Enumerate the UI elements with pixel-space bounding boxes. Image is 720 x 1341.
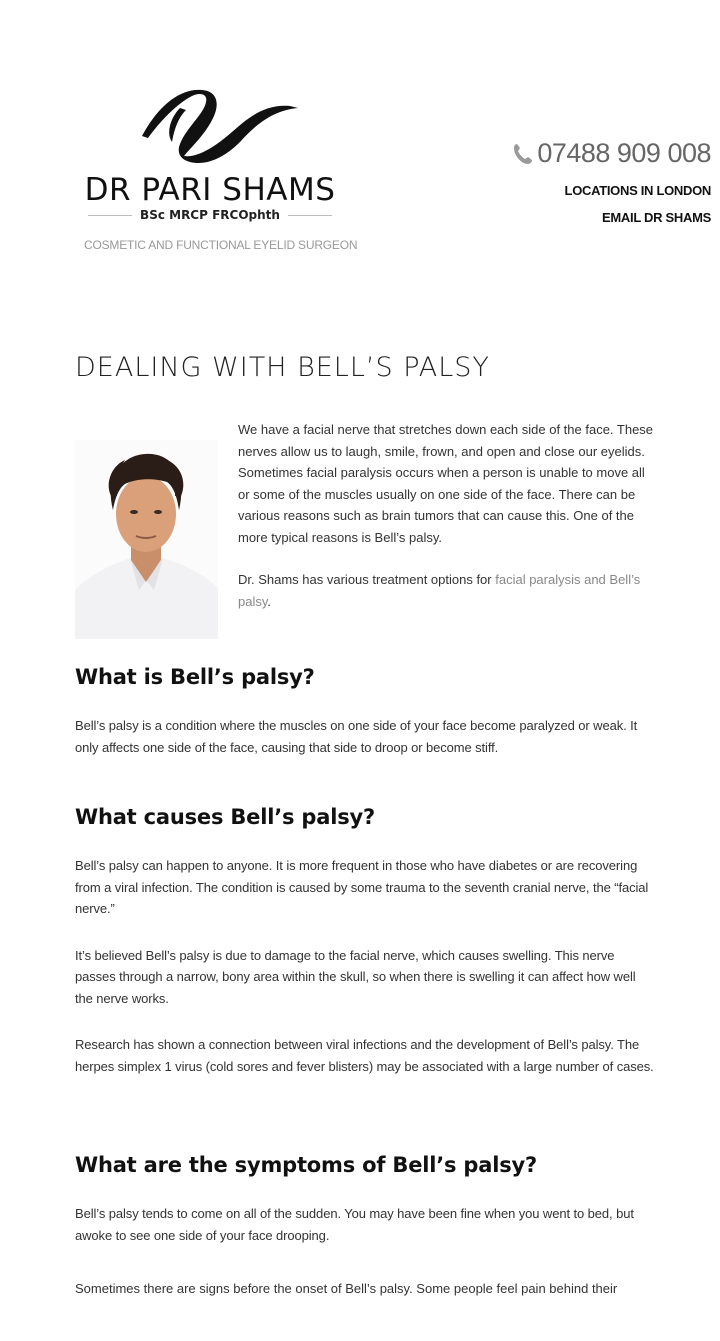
section-paragraph: Bell’s palsy is a condition where the muscles on one side of your face become paralyzed or weak. It only affects one side of the face, causing that side to droop or become stiff.: [75, 718, 638, 755]
doctor-portrait: [75, 440, 218, 639]
site-logo[interactable]: [80, 84, 358, 252]
section-what-is: [75, 665, 655, 783]
divider: [88, 215, 132, 216]
intro-treatment-paragraph: [238, 569, 658, 612]
locations-link[interactable]: LOCATIONS IN LONDON: [564, 183, 711, 198]
section-heading: What causes Bell’s palsy?: [75, 805, 375, 829]
facial-paralysis-link[interactable]: facial paralysis and Bell’s palsy: [238, 572, 641, 609]
intro-treatment-suffix: .: [267, 593, 272, 609]
page-title: DEALING WITH BELL’S PALSY: [75, 352, 490, 383]
logo-eye-mark-icon: [140, 84, 300, 168]
section-paragraph-truncated: Sometimes there are signs before the onset of Bell’s palsy. Some people feel pain behind their: [75, 1281, 618, 1296]
bottom-fade-overlay: [0, 1296, 720, 1341]
phone-icon: [513, 143, 533, 165]
section-paragraph: Research has shown a connection between viral infections and the development of Bell’s palsy. The herpes simplex 1 virus (cold sores and fever blisters) may be associated with a large number of cases.: [75, 1037, 654, 1074]
logo-tagline: COSMETIC AND FUNCTIONAL EYELID SURGEON: [84, 238, 358, 252]
divider: [288, 215, 332, 216]
intro-paragraph: We have a facial nerve that stretches down each side of the face. These nerves allow us to laugh, smile, frown, and open and close our eyelids. Sometimes facial paralysis occurs when a person is unable to move all or some of the muscles usually on one side of the face. There can be various reasons such as brain tumors that can cause this. One of the more typical reasons is Bell’s palsy.: [238, 422, 654, 545]
intro-treatment-text: Dr. Shams has various treatment options for: [238, 572, 496, 587]
section-paragraph: Bell’s palsy tends to come on all of the sudden. You may have been fine when you went to bed, but awoke to see one side of your face drooping.: [75, 1206, 634, 1243]
phone-link[interactable]: [513, 138, 711, 169]
phone-number[interactable]: 07488 909 008: [537, 138, 711, 168]
section-heading: What are the symptoms of Bell’s palsy?: [75, 1153, 537, 1177]
logo-name: DR PARI SHAMS: [84, 172, 336, 208]
section-paragraph: Bell’s palsy can happen to anyone. It is more frequent in those who have diabetes or are recovering from a viral infection. The condition is caused by some trauma to the seventh cranial nerve, the “facial nerve.”: [75, 858, 649, 916]
logo-credentials: BSc MRCP FRCOphth: [140, 208, 280, 222]
section-heading: What is Bell’s palsy?: [75, 665, 315, 689]
intro-text: [238, 419, 658, 633]
logo-credentials-row: [80, 208, 340, 222]
section-causes: [75, 805, 655, 1102]
email-link[interactable]: EMAIL DR SHAMS: [602, 210, 711, 225]
section-symptoms: [75, 1153, 655, 1271]
header-contact: [513, 138, 711, 225]
section-paragraph: It’s believed Bell’s palsy is due to damage to the facial nerve, which causes swelling. This nerve passes through a narrow, bony area within the skull, so when there is swelling it can affect how well the nerve works.: [75, 947, 636, 1006]
